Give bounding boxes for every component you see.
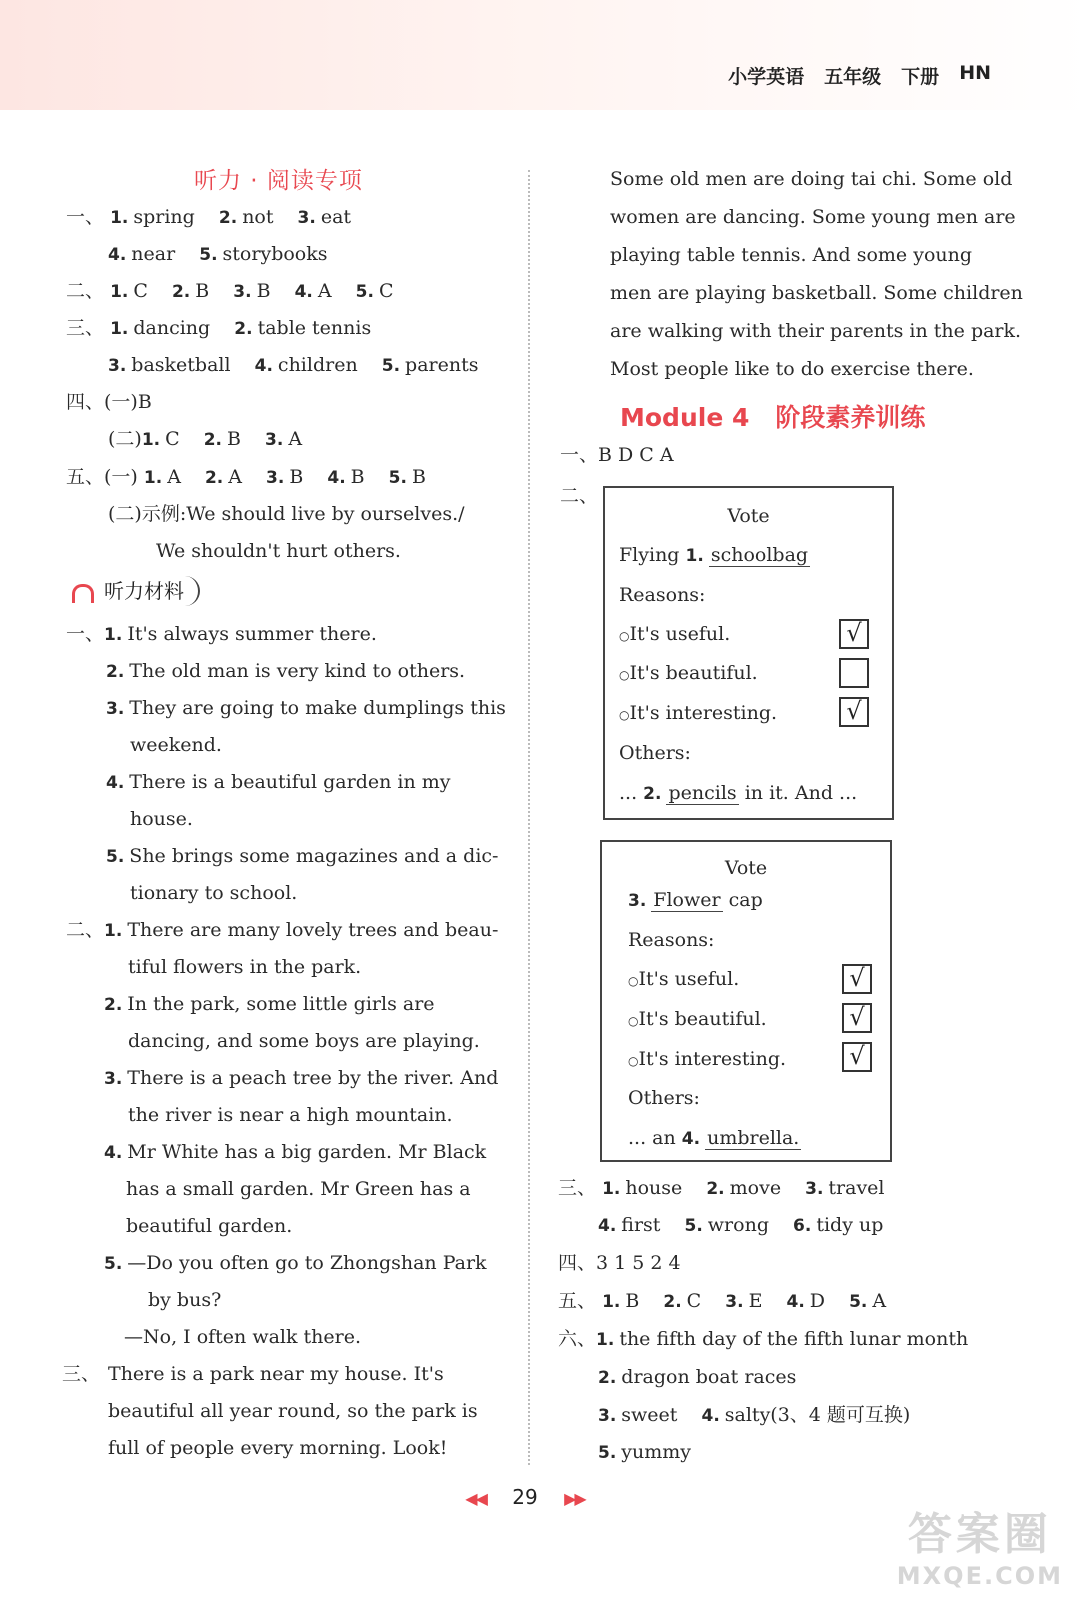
prev-arrows-icon: ◀◀ <box>465 1489 486 1508</box>
answer-row: 三、 1. dancing 2. table tennis <box>66 317 372 339</box>
vote-card <box>600 840 892 1162</box>
material-line: beautiful garden. <box>126 1215 293 1237</box>
material-line: 三、 There is a park near my house. It's <box>62 1363 444 1385</box>
material-line: weekend. <box>130 734 222 756</box>
vote-title: Vote <box>727 505 770 527</box>
passage-line: playing table tennis. And some young <box>610 244 973 266</box>
reasons-label: Reasons: <box>619 584 706 606</box>
section-label: 二、 <box>560 485 599 507</box>
material-line: house. <box>130 808 193 830</box>
material-line: tiful flowers in the park. <box>128 956 362 978</box>
material-line: 2. The old man is very kind to others. <box>106 660 466 682</box>
answer-row: 2. dragon boat races <box>598 1366 797 1388</box>
material-line: 二、1. There are many lovely trees and beau- <box>66 919 499 941</box>
others-label: Others: <box>619 742 691 764</box>
header-grade: 五年级 <box>824 66 882 88</box>
material-line: 一、1. It's always summer there. <box>66 623 377 645</box>
checkbox: √ <box>839 619 869 649</box>
module-title: Module 4 阶段素养训练 <box>620 403 926 432</box>
material-line: tionary to school. <box>130 882 298 904</box>
answer-row: 5. yummy <box>598 1441 692 1463</box>
vote-answer: ... an 4. umbrella. <box>628 1127 800 1149</box>
answer-row: 三、 1. house 2. move 3. travel <box>558 1177 885 1199</box>
material-line: 4. There is a beautiful garden in my <box>106 771 451 793</box>
answer-row: (二)1. C 2. B 3. A <box>108 428 303 450</box>
material-line: dancing, and some boys are playing. <box>128 1030 480 1052</box>
passage-line: Most people like to do exercise there. <box>610 358 974 380</box>
next-arrows-icon: ▶▶ <box>564 1489 585 1508</box>
checkbox: √ <box>842 1003 872 1033</box>
vote-answer: ... 2. pencils in it. And ... <box>619 782 858 804</box>
reason-item: ○It's beautiful. <box>628 1008 767 1030</box>
headphones-icon <box>72 584 94 603</box>
section-title: 听力 · 阅读专项 <box>194 168 363 194</box>
vote-title: Vote <box>724 857 768 879</box>
answer-row: (二)示例:We should live by ourselves./ <box>108 503 465 525</box>
checkbox <box>839 658 869 688</box>
vote-name: 3. Flower cap <box>628 889 763 911</box>
material-line: 5. —Do you often go to Zhongshan Park <box>104 1252 487 1274</box>
answer-row: 3. basketball 4. children 5. parents <box>108 354 479 376</box>
header-term: 下册 <box>901 66 940 88</box>
checkbox: √ <box>842 1042 872 1072</box>
material-line: 3. They are going to make dumplings this <box>106 697 506 719</box>
checkbox: √ <box>842 964 872 994</box>
header-subject: 小学英语 <box>728 66 805 88</box>
passage-line: Some old men are doing tai chi. Some old <box>610 168 1013 190</box>
header-band <box>0 0 1091 110</box>
material-line: 5. She brings some magazines and a dic- <box>106 845 499 867</box>
answer-row: 五、 1. B 2. C 3. E 4. D 5. A <box>558 1290 887 1312</box>
column-divider <box>528 170 530 1465</box>
answer-row: 4. near 5. storybooks <box>108 243 328 265</box>
checkbox: √ <box>839 697 869 727</box>
material-line: beautiful all year round, so the park is <box>108 1400 478 1422</box>
answer-row: 一、 1. spring 2. not 3. eat <box>66 206 352 228</box>
reasons-label: Reasons: <box>628 929 715 951</box>
others-label: Others: <box>628 1087 700 1109</box>
answer-row: 3. sweet 4. salty(3、4 题可互换) <box>598 1404 911 1426</box>
material-line: the river is near a high mountain. <box>128 1104 453 1126</box>
reason-item: ○It's beautiful. <box>619 662 758 684</box>
vote-card <box>603 486 894 820</box>
reason-item: ○It's interesting. <box>628 1048 787 1070</box>
materials-tag: 听力材料 <box>66 575 212 607</box>
vote-name: Flying 1. schoolbag <box>619 544 809 566</box>
answer-row: 四、3 1 5 2 4 <box>558 1252 681 1274</box>
page-header <box>728 62 991 89</box>
answer-row: 五、(一) 1. A 2. A 3. B 4. B 5. B <box>66 466 426 488</box>
answer-row: 六、1. the fifth day of the fifth lunar month <box>558 1328 969 1350</box>
header-edition: HN <box>959 62 991 84</box>
answer-row: 四、(一)B <box>66 391 152 413</box>
material-line: by bus? <box>148 1289 222 1311</box>
answer-row: 二、 1. C 2. B 3. B 4. A 5. C <box>66 280 394 302</box>
material-line: has a small garden. Mr Green has a <box>126 1178 471 1200</box>
material-line: full of people every morning. Look! <box>108 1437 448 1459</box>
reason-item: ○It's useful. <box>619 623 731 645</box>
material-line: 4. Mr White has a big garden. Mr Black <box>104 1141 487 1163</box>
material-line: —No, I often walk there. <box>124 1326 362 1348</box>
reason-item: ○It's interesting. <box>619 702 778 724</box>
passage-line: are walking with their parents in the park. <box>610 320 1022 342</box>
passage-line: women are dancing. Some young men are <box>610 206 1016 228</box>
watermark: 答案圈 MXQE.COM <box>896 1509 1063 1590</box>
answer-row: 4. first 5. wrong 6. tidy up <box>598 1214 884 1236</box>
passage-line: men are playing basketball. Some children <box>610 282 1023 304</box>
reason-item: ○It's useful. <box>628 968 740 990</box>
page-number: ◀◀ 29 ▶▶ <box>465 1485 585 1509</box>
material-line: 3. There is a peach tree by the river. And <box>104 1067 499 1089</box>
answer-row: We shouldn't hurt others. <box>156 540 401 562</box>
material-line: 2. In the park, some little girls are <box>104 993 435 1015</box>
answer-row: 一、B D C A <box>560 444 674 466</box>
